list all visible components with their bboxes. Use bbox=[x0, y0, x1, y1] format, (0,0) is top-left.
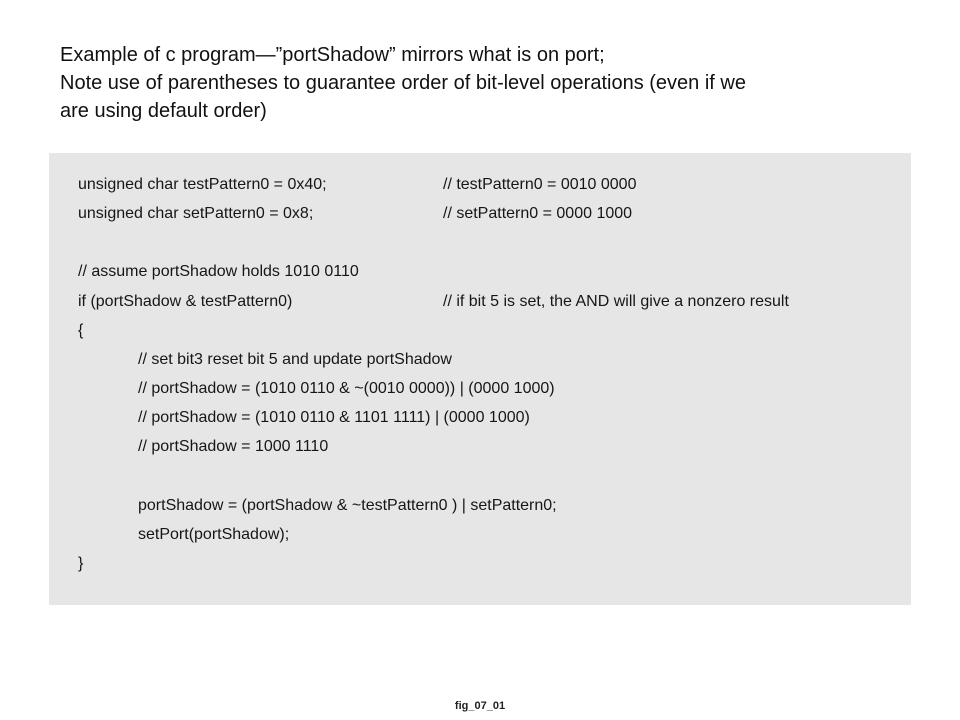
code-line-8: // portShadow = (1010 0110 & 1101 1111) | (0000 1000) bbox=[138, 409, 530, 426]
code-comment-1: // testPattern0 = 0010 0000 bbox=[443, 176, 637, 193]
figure-caption: fig_07_01 bbox=[454, 700, 506, 712]
code-line-7: // portShadow = (1010 0110 & ~(0010 0000)) | (0000 1000) bbox=[138, 380, 555, 397]
heading-line-3: are using default order) bbox=[60, 100, 267, 122]
heading-line-1: Example of c program—”portShadow” mirrors what is on port; bbox=[60, 44, 605, 66]
code-line-11: setPort(portShadow); bbox=[138, 526, 290, 543]
heading-line-2: Note use of parentheses to guarantee order of bit-level operations (even if we bbox=[60, 72, 746, 94]
code-comment-4: // if bit 5 is set, the AND will give a nonzero result bbox=[443, 293, 789, 310]
code-line-12: } bbox=[78, 555, 84, 572]
code-line-2: unsigned char setPattern0 = 0x8; bbox=[78, 205, 314, 222]
code-line-6: // set bit3 reset bit 5 and update portShadow bbox=[138, 351, 452, 368]
code-line-5: { bbox=[78, 322, 84, 339]
code-line-4: if (portShadow & testPattern0) bbox=[78, 293, 293, 310]
slide-heading bbox=[60, 41, 920, 125]
code-line-10: portShadow = (portShadow & ~testPattern0 ) | setPattern0; bbox=[138, 497, 557, 514]
code-line-3: // assume portShadow holds 1010 0110 bbox=[78, 263, 359, 280]
code-line-9: // portShadow = 1000 1110 bbox=[138, 438, 329, 455]
code-line-1: unsigned char testPattern0 = 0x40; bbox=[78, 176, 327, 193]
code-listing-panel bbox=[49, 153, 911, 605]
code-comment-2: // setPattern0 = 0000 1000 bbox=[443, 205, 633, 222]
